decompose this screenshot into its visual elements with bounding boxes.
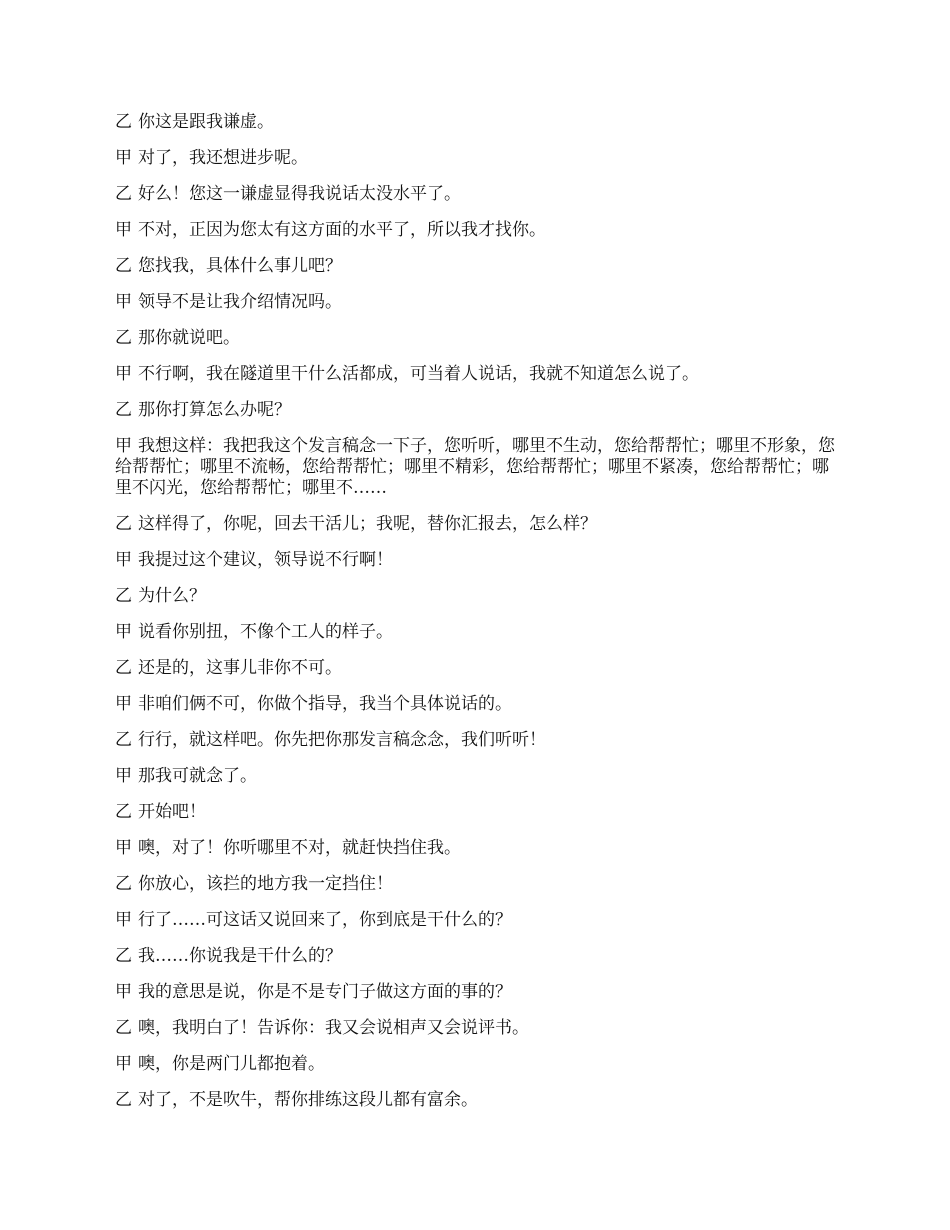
speaker-label: 乙 — [115, 874, 132, 894]
speaker-label: 乙 — [115, 400, 132, 420]
speaker-label: 甲 — [115, 148, 132, 168]
dialogue-text: 我……你说我是干什么的？ — [138, 946, 342, 966]
speaker-label: 乙 — [115, 1090, 132, 1110]
dialogue-text: 为什么？ — [138, 586, 206, 606]
dialogue-line — [115, 982, 835, 1003]
dialogue-text: 那我可就念了。 — [138, 766, 257, 786]
dialogue-line — [115, 436, 835, 499]
dialogue-text: 您找我，具体什么事儿吧？ — [138, 256, 342, 276]
dialogue-line — [115, 586, 835, 607]
speaker-label: 甲 — [115, 622, 132, 642]
speaker-label: 甲 — [115, 694, 132, 714]
dialogue-line — [115, 256, 835, 277]
dialogue-line — [115, 184, 835, 205]
dialogue-line — [115, 1018, 835, 1039]
speaker-label: 乙 — [115, 184, 132, 204]
dialogue-text: 这样得了，你呢，回去干活儿；我呢，替你汇报去，怎么样？ — [138, 514, 597, 534]
dialogue-text: 噢，我明白了！告诉你：我又会说相声又会说评书。 — [138, 1018, 529, 1038]
dialogue-line — [115, 910, 835, 931]
dialogue-text: 领导不是让我介绍情况吗。 — [138, 292, 342, 312]
dialogue-text: 那你打算怎么办呢？ — [138, 400, 291, 420]
dialogue-text: 开始吧！ — [138, 802, 206, 822]
dialogue-line — [115, 874, 835, 895]
speaker-label: 甲 — [115, 910, 132, 930]
speaker-label: 乙 — [115, 802, 132, 822]
speaker-label: 乙 — [115, 946, 132, 966]
speaker-label: 乙 — [115, 514, 132, 534]
dialogue-text: 行行，就这样吧。你先把你那发言稿念念，我们听听！ — [138, 730, 546, 750]
dialogue-line — [115, 148, 835, 169]
dialogue-line — [115, 946, 835, 967]
dialogue-line — [115, 220, 835, 241]
speaker-label: 甲 — [115, 220, 132, 240]
dialogue-line — [115, 400, 835, 421]
dialogue-line — [115, 802, 835, 823]
speaker-label: 乙 — [115, 658, 132, 678]
document-page — [115, 112, 835, 1111]
dialogue-line — [115, 112, 835, 133]
speaker-label: 乙 — [115, 112, 132, 132]
dialogue-text: 那你就说吧。 — [138, 328, 240, 348]
dialogue-text: 不对，正因为您太有这方面的水平了，所以我才找你。 — [138, 220, 546, 240]
dialogue-text: 说看你别扭，不像个工人的样子。 — [138, 622, 393, 642]
dialogue-line — [115, 292, 835, 313]
dialogue-line — [115, 622, 835, 643]
dialogue-line — [115, 1090, 835, 1111]
dialogue-text: 不行啊，我在隧道里干什么活都成，可当着人说话，我就不知道怎么说了。 — [138, 364, 699, 384]
dialogue-line — [115, 766, 835, 787]
dialogue-text: 噢，对了！你听哪里不对，就赶快挡住我。 — [138, 838, 461, 858]
dialogue-line — [115, 550, 835, 571]
dialogue-line — [115, 694, 835, 715]
dialogue-text: 我提过这个建议，领导说不行啊！ — [138, 550, 393, 570]
speaker-label: 甲 — [115, 292, 132, 312]
dialogue-text: 我想这样：我把我这个发言稿念一下子，您听听，哪里不生动，您给帮帮忙；哪里不形象，您给帮帮忙；哪里不流畅，您给帮帮忙；哪里不精彩，您给帮帮忙；哪里不紧凑，您给帮帮忙；哪里不闪光，您给帮帮忙；哪里不…… — [115, 436, 835, 498]
dialogue-text: 噢，你是两门儿都抱着。 — [138, 1054, 325, 1074]
speaker-label: 甲 — [115, 838, 132, 858]
dialogue-text: 好么！您这一谦虚显得我说话太没水平了。 — [138, 184, 461, 204]
dialogue-text: 行了……可这话又说回来了，你到底是干什么的？ — [138, 910, 512, 930]
dialogue-text: 我的意思是说，你是不是专门子做这方面的事的？ — [138, 982, 512, 1002]
dialogue-text: 对了，我还想进步呢。 — [138, 148, 308, 168]
speaker-label: 甲 — [115, 364, 132, 384]
dialogue-line — [115, 364, 835, 385]
dialogue-text: 非咱们俩不可，你做个指导，我当个具体说话的。 — [138, 694, 512, 714]
dialogue-text: 还是的，这事儿非你不可。 — [138, 658, 342, 678]
dialogue-line — [115, 514, 835, 535]
speaker-label: 甲 — [115, 436, 132, 456]
dialogue-line — [115, 328, 835, 349]
speaker-label: 乙 — [115, 328, 132, 348]
speaker-label: 甲 — [115, 766, 132, 786]
dialogue-line — [115, 1054, 835, 1075]
speaker-label: 甲 — [115, 1054, 132, 1074]
speaker-label: 乙 — [115, 256, 132, 276]
dialogue-text: 你这是跟我谦虚。 — [138, 112, 274, 132]
dialogue-text: 你放心，该拦的地方我一定挡住！ — [138, 874, 393, 894]
dialogue-line — [115, 838, 835, 859]
speaker-label: 乙 — [115, 586, 132, 606]
dialogue-text: 对了，不是吹牛，帮你排练这段儿都有富余。 — [138, 1090, 478, 1110]
speaker-label: 乙 — [115, 730, 132, 750]
speaker-label: 乙 — [115, 1018, 132, 1038]
speaker-label: 甲 — [115, 550, 132, 570]
dialogue-line — [115, 730, 835, 751]
dialogue-line — [115, 658, 835, 679]
speaker-label: 甲 — [115, 982, 132, 1002]
